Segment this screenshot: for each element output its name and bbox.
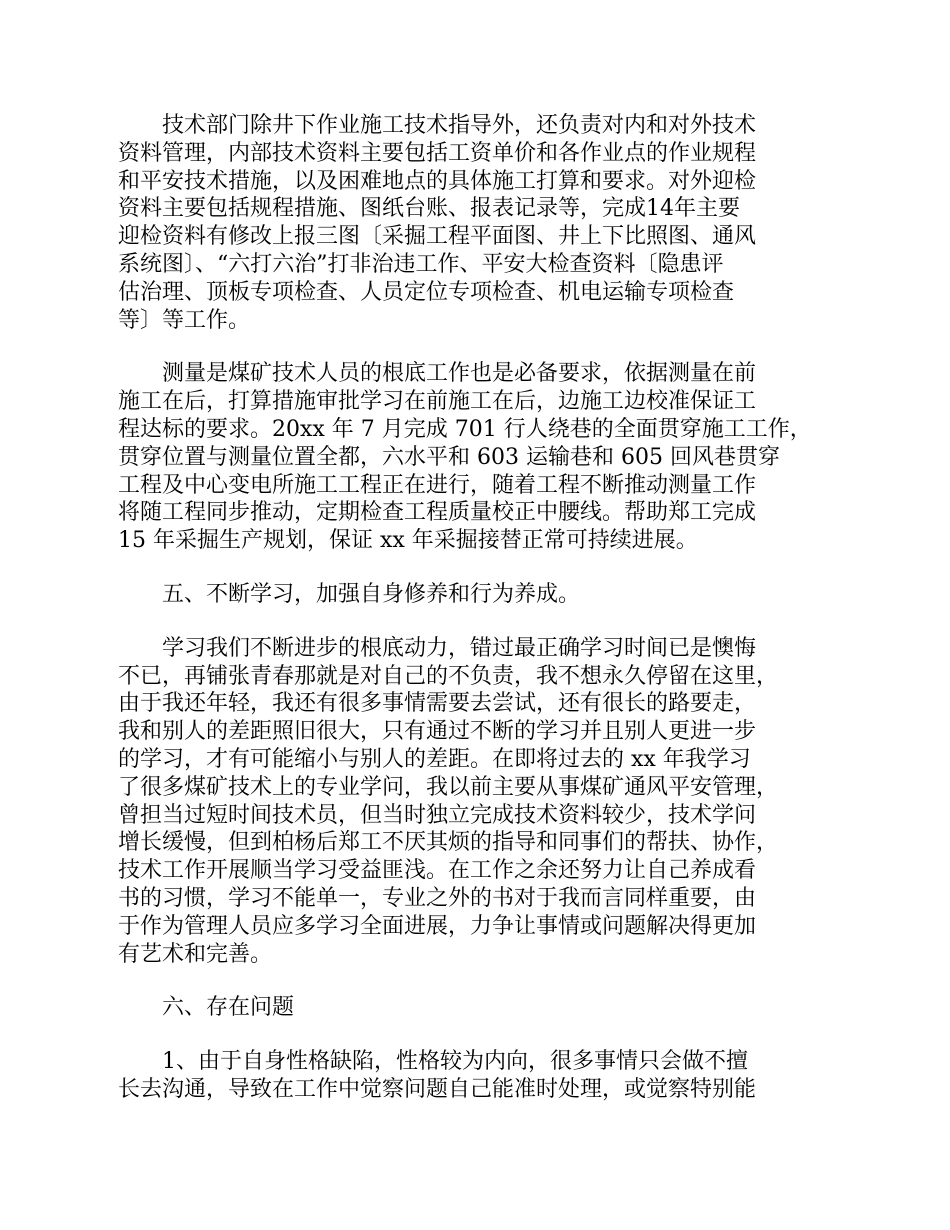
section-heading-6 (118, 994, 838, 1022)
text-line: 于作为管理人员应多学习全面进展，力争让事情或问题解决得更加 (118, 913, 757, 939)
paragraph-tech-dept (118, 112, 838, 334)
text-line: 程达标的要求。20xx 年 7 月完成 701 行人绕巷的全面贯穿施工工作， (118, 416, 812, 442)
text-line: 曾担当过短时间技术员，但当时独立完成技术资料较少，技术学问 (118, 802, 757, 828)
text-line: 书的习惯，学习不能单一，专业之外的书对于我而言同样重要，由 (118, 885, 757, 911)
text-line: 学习我们不断进步的根底动力，错过最正确学习时间已是懊悔 (162, 635, 757, 661)
text-line: 15 年采掘生产规划，保证 xx 年采掘接替正常可持续进展。 (118, 528, 698, 554)
text-line: 技术工作开展顺当学习受益匪浅。在工作之余还努力让自己养成看 (118, 858, 757, 884)
text-line: 了很多煤矿技术上的专业学问，我以前主要从事煤矿通风平安管理， (118, 774, 779, 800)
text-line: 工程及中心变电所施工工程正在进行，随着工程不断推动测量工作 (118, 472, 757, 498)
text-line: 不已，再铺张青春那就是对自己的不负责，我不想永久停留在这里， (118, 663, 779, 689)
text-line: 系统图〕、“六打六治”打非治违工作、平安大检查资料〔隐患评 (118, 251, 724, 277)
text-line: 估治理、顶板专项检查、人员定位专项检查、机电运输专项检查 (118, 279, 735, 305)
text-line: 资料管理，内部技术资料主要包括工资单价和各作业点的作业规程 (118, 140, 757, 166)
text-line: 贯穿位置与测量位置全都，六水平和 603 运输巷和 605 回风巷贯穿 (118, 444, 780, 470)
text-line: 长去沟通，导致在工作中觉察问题自己能准时处理，或觉察特别能 (118, 1076, 757, 1102)
text-line: 将随工程同步推动，定期检查工程质量校正中腰线。帮助郑工完成 (118, 500, 757, 526)
heading-text: 五、不断学习，加强自身修养和行为养成。 (162, 581, 581, 607)
paragraph-problem-1 (118, 1048, 838, 1104)
text-line: 增长缓慢，但到柏杨后郑工不厌其烦的指导和同事们的帮扶、协作， (118, 830, 779, 856)
text-line: 等〕等工作。 (118, 307, 251, 333)
paragraph-study (118, 635, 838, 969)
text-line: 和平安技术措施，以及困难地点的具体施工打算和要求。对外迎检 (118, 168, 757, 194)
text-line: 由于我还年轻，我还有很多事情需要去尝试，还有很长的路要走， (118, 691, 757, 717)
text-line: 1、由于自身性格缺陷，性格较为内向，很多事情只会做不擅 (162, 1049, 748, 1075)
paragraph-survey (118, 360, 838, 555)
text-line: 有艺术和完善。 (118, 941, 273, 967)
heading-text: 六、存在问题 (162, 995, 295, 1021)
document-page (118, 112, 838, 1130)
text-line: 我和别人的差距照旧很大，只有通过不断的学习并且别人更进一步 (118, 719, 757, 745)
text-line: 施工在后，打算措施审批学习在前施工在后，边施工边校准保证工 (118, 389, 757, 415)
text-line: 测量是煤矿技术人员的根底工作也是必备要求，依据测量在前 (162, 361, 757, 387)
text-line: 资料主要包括规程措施、图纸台账、报表记录等，完成14年主要 (118, 196, 740, 222)
text-line: 的学习，才有可能缩小与别人的差距。在即将过去的 xx 年我学习 (118, 746, 751, 772)
text-line: 技术部门除井下作业施工技术指导外，还负责对内和对外技术 (162, 113, 757, 138)
section-heading-5 (118, 581, 838, 609)
text-line: 迎检资料有修改上报三图〔采掘工程平面图、井上下比照图、通风 (118, 224, 757, 250)
